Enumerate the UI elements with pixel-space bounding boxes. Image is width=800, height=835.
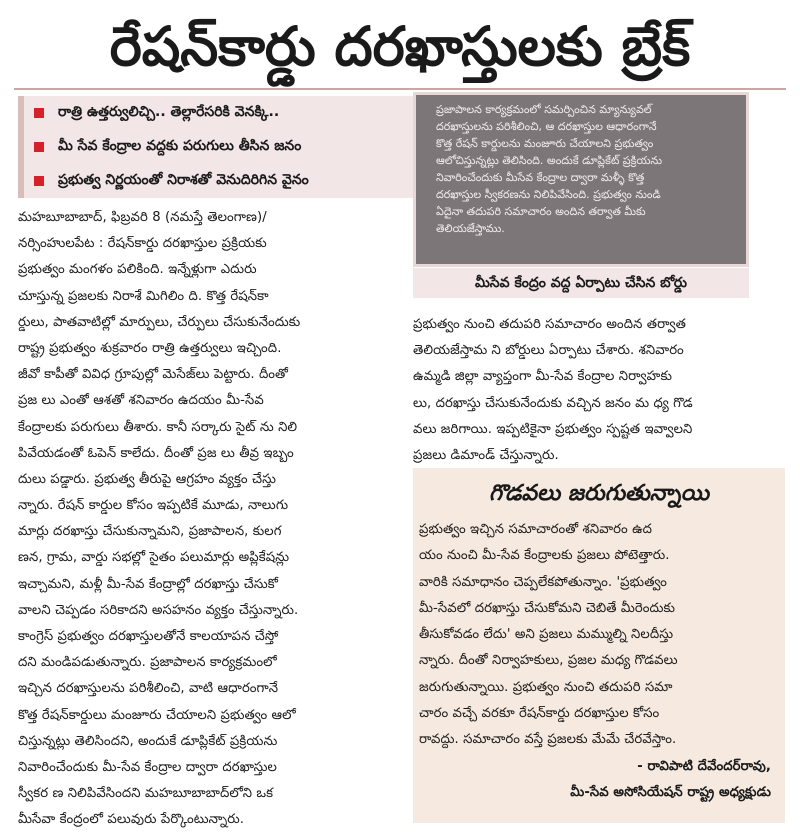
article-line: ప్రభుత్వం మంగళం పలికింది. ఇన్నేళ్లుగా ఎదురు [18, 262, 257, 278]
highlights-box [18, 96, 414, 198]
board-text-line: నివారించేందుకు మీసేవ కేంద్రాల ద్వారా మళ్ళీ కొత్త [436, 171, 645, 184]
photo-caption: మీసేవ కేంద్రం వద్ద ఏర్పాటు చేసిన బోర్డు [413, 268, 749, 298]
article-line: దని మండిపడుతున్నారు. ప్రజాపాలన కార్యక్రమంలో [18, 655, 277, 671]
quote-line: జరుగుతున్నాయి. ప్రభుత్వం నుంచి తదుపరి సమా [419, 679, 673, 695]
notice-board-photo [413, 92, 749, 267]
article-right-column [413, 312, 783, 469]
highlight-text: మీ సేవ కేంద్రాల వద్దకు పరుగులు తీసిన జనం [58, 137, 302, 154]
signature-title: మీ-సేవ అసోసియేషన్ రాష్ట్ర అధ్యక్షుడు [570, 784, 771, 800]
article-line: రాష్ట్ర ప్రభుత్వం శుక్రవారం రాత్రి ఉత్తర్వులు ఇచ్చింది. [18, 340, 282, 356]
signature-name: - రావిపాటి దేవేందర్‌రావు, [637, 758, 771, 774]
article-line: ఉమ్మడి జిల్లా వ్యాప్తంగా మీ-సేవ కేంద్రాల నిర్వాహకు [413, 369, 673, 385]
article-line: ఇచ్చిన దరఖాస్తులను పరిశీలించి, వాటి ఆధారంగానే [18, 681, 279, 697]
article-line: ణన, గ్రామ, వార్డు సభల్లో సైతం పలుమార్లు అప్లికేషన్లు [18, 550, 290, 566]
quote-box-body [419, 517, 779, 806]
article-line: నర్సింహులపేట : రేషన్‌కార్డు దరఖాస్తుల ప్రక్రియకు [18, 236, 267, 252]
quote-line: మీ-సేవలో దరఖాస్తు చేసుకోమని చెబితే మీరెందుకు [419, 600, 676, 616]
highlight-text: రాత్రి ఉత్తర్వులిచ్చి.. తెల్లారేసరికి వెనక్కి.. [58, 103, 280, 120]
article-line: జీవో కాపీతో వివిధ గ్రూపుల్లో మెసేజ్‌లు పెట్టారు. దీంతో [18, 367, 289, 383]
article-line: స్వీకర ణ నిలిపివేసిందని మహబూబాబాద్‌లోని ఒక [18, 786, 274, 802]
article-line: ఇచ్చామని, మళ్లీ మీ-సేవ కేంద్రాల్లో దరఖాస్తు చేసుకో [18, 576, 279, 592]
quote-line: రావద్దు. సమాచారం వస్తే ప్రజలకు మేమే చేరవేస్తాం. [419, 732, 677, 748]
article-line: తెలియజేస్తామ ని బోర్డులు ఏర్పాటు చేశారు. శనివారం [413, 343, 684, 359]
article-line: మార్లు దరఖాస్తు చేసుకున్నామని, ప్రజాపాలన, కులగ [18, 524, 282, 540]
article-line: దులు పడ్డారు. ప్రభుత్వ తీరుపై ఆగ్రహం వ్యక్తం చేస్తు [18, 471, 277, 487]
quote-line: యం నుంచి మీ-సేవ కేంద్రాలకు ప్రజలు పోటెత్తారు. [419, 548, 670, 564]
highlight-item [34, 100, 409, 126]
board-text-line: తెలియజేస్తాము. [436, 222, 505, 235]
article-line: వాలని చెప్పడం సరికాదని అసహనం వ్యక్తం చేస్తున్నారు. [18, 602, 299, 618]
bullet-square-icon [34, 108, 44, 118]
article-line: కాంగ్రెస్ ప్రభుత్వం దరఖాస్తులతోనే కాలయాపన చేస్తో [18, 629, 279, 644]
article-line: మీసేవా కేంద్రంలో పలువురు పేర్కొంటున్నారు. [18, 812, 245, 828]
article-line: కేంద్రాలకు పరుగులు తీశారు. కానీ సర్కారు సైట్ ను నిలి [18, 419, 298, 435]
article-left-column [18, 205, 398, 834]
quote-line: న్నారు. దీంతో నిర్వాహకులు, ప్రజల మధ్య గొడవలు [419, 653, 678, 669]
article-line: చిస్తున్నట్లు తెలిసిందని, అందుకే డూప్లికేట్ ప్రక్రియను [18, 733, 278, 749]
quote-line: వారికి సమాధానం చెప్పలేకపోతున్నాం. 'ప్రభుత్వం [419, 574, 667, 590]
highlight-text: ప్రభుత్వ నిర్ణయంతో నిరాశతో వెనుదిరిగిన వైనం [58, 171, 309, 188]
board-text-line: దరఖాస్తులను పరిశీలించి, ఆ దరఖాస్తుల ఆధారంగానే [436, 120, 657, 133]
quote-line: ప్రభుత్వం ఇచ్చిన సమాచారంతో శనివారం ఉద [419, 522, 653, 537]
article-line: కొత్త రేషన్‌కార్డులు మంజూరు చేయాలని ప్రభుత్వం ఆలో [18, 707, 296, 723]
headline-rule [14, 88, 786, 90]
board-text-line: కొత్త రేషన్ కార్డులను మంజూరు చేయాలని ప్రభుత్వం [436, 137, 654, 150]
quote-line: తీసుకోవడం లేదు' అని ప్రజలు మమ్ముల్ని నిలదీస్తు [419, 627, 674, 643]
article-line: ప్రజలు డిమాండ్ చేస్తున్నారు. [413, 447, 559, 463]
article-line: చూస్తున్న ప్రజలకు నిరాశే మిగిలిం ది. కొత్త రేషన్‌కా [18, 288, 269, 304]
bullet-square-icon [34, 142, 44, 152]
article-line: వలు జరిగాయి. ఇప్పటికైనా ప్రభుత్వం స్పష్టత ఇవ్వాలని [413, 421, 693, 437]
board-text-line: ఆలోచిస్తున్నట్లు తెలిసింది. అందుకే డూప్లికేట్ ప్రక్రియను [436, 154, 663, 167]
headline: రేషన్‌కార్డు దరఖాస్తులకు బ్రేక్ [109, 15, 691, 78]
article-line: మహబూబాబాద్, ఫిబ్రవరి 8 (నమస్తే తెలంగాణ)/ [18, 210, 267, 225]
board-text-line: ప్రజాపాలన కార్యక్రమంలో సమర్పించిన మ్యాన్యువల్ [436, 103, 652, 116]
article-line: న్నారు. రేషన్ కార్డుల కోసం ఇప్పటికే మూడు, నాలుగు [18, 498, 289, 514]
article-line: ప్రభుత్వం నుంచి తదుపరి సమాచారం అందిన తర్వాత [413, 317, 686, 332]
highlight-item [34, 134, 409, 160]
bullet-square-icon [34, 176, 44, 186]
article-line: నివారించేందుకు మీ-సేవ కేంద్రాల ద్వారా దరఖాస్తుల [18, 759, 277, 775]
article-line: పివేయడంతో ఓపెన్ కాలేదు. దీంతో ప్రజ లు తీవ్ర ఇబ్బం [18, 445, 294, 461]
board-text-line: దరఖాస్తుల స్వీకరణను నిలిపివేసింది. ప్రభుత్వం నుండి [436, 188, 661, 201]
quote-box [413, 468, 785, 823]
article-line: లు, దరఖాస్తు చేసుకునేందుకు వచ్చిన జనం మ ధ్య గొడ [413, 395, 693, 411]
article-line: ర్డులు, పాతవాటిల్లో మార్పులు, చేర్పులు చేసుకునేందుకు [18, 314, 301, 330]
highlight-item [34, 168, 409, 194]
quote-box-heading: గొడవలు జరుగుతున్నాయి [489, 481, 709, 506]
board-text-line: ఏదైనా తదుపరి సమాచారం అందిన తర్వాత మీకు [436, 205, 646, 218]
quote-line: చారం వచ్చే వరకూ రేషన్‌కార్డు దరఖాస్తుల కోసం [419, 706, 660, 722]
article-line: ప్రజ లు ఎంతో ఆశతో శనివారం ఉదయం మీ-సేవ [18, 393, 264, 409]
